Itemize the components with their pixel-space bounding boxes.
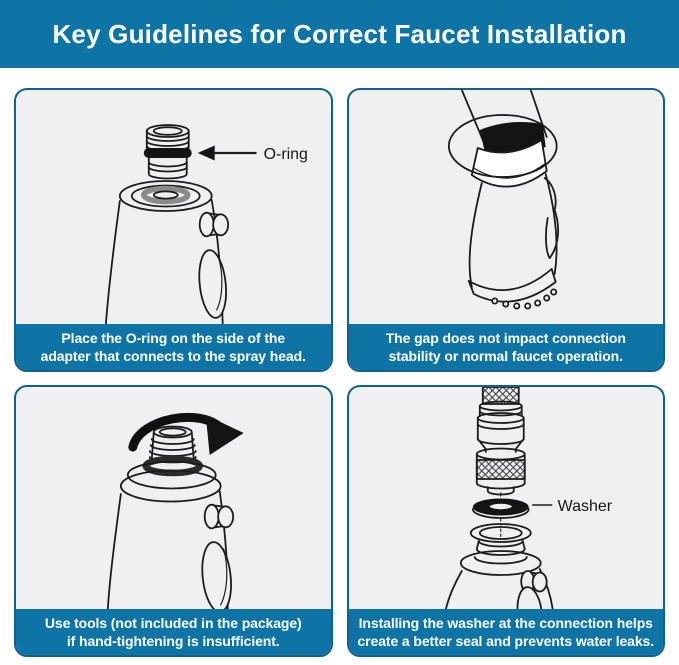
washer-diagram-icon	[349, 387, 664, 609]
nut-part	[476, 460, 524, 479]
panel-o-ring-placement	[14, 88, 333, 372]
panel-grid	[0, 68, 679, 664]
tightening-illustration	[16, 387, 331, 609]
panel-washer-installation	[347, 385, 666, 657]
page-header	[0, 0, 679, 68]
o-ring-callout-label: O-ring	[263, 145, 308, 164]
panel-connection-gap	[347, 88, 666, 372]
o-ring-illustration	[16, 90, 331, 324]
panel-caption: Use tools (not included in the package) if hand-tightening is insufficient.	[16, 609, 331, 655]
tightening-diagram-icon	[16, 387, 331, 609]
panel-tool-tightening	[14, 385, 333, 657]
panel-caption: Place the O-ring on the side of the adapter that connects to the spray head.	[16, 324, 331, 370]
o-ring-part	[144, 148, 192, 158]
gap-illustration	[349, 90, 664, 324]
washer-illustration	[349, 387, 664, 609]
o-ring-diagram-icon	[16, 90, 331, 324]
panel-caption: The gap does not impact connection stability or normal faucet operation.	[349, 324, 664, 370]
page-title: Key Guidelines for Correct Faucet Installation	[52, 18, 627, 49]
washer-callout-label: Washer	[557, 497, 612, 516]
gap-diagram-icon	[349, 90, 664, 324]
panel-caption: Installing the washer at the connection helps create a better seal and prevents water leaks.	[349, 609, 664, 655]
